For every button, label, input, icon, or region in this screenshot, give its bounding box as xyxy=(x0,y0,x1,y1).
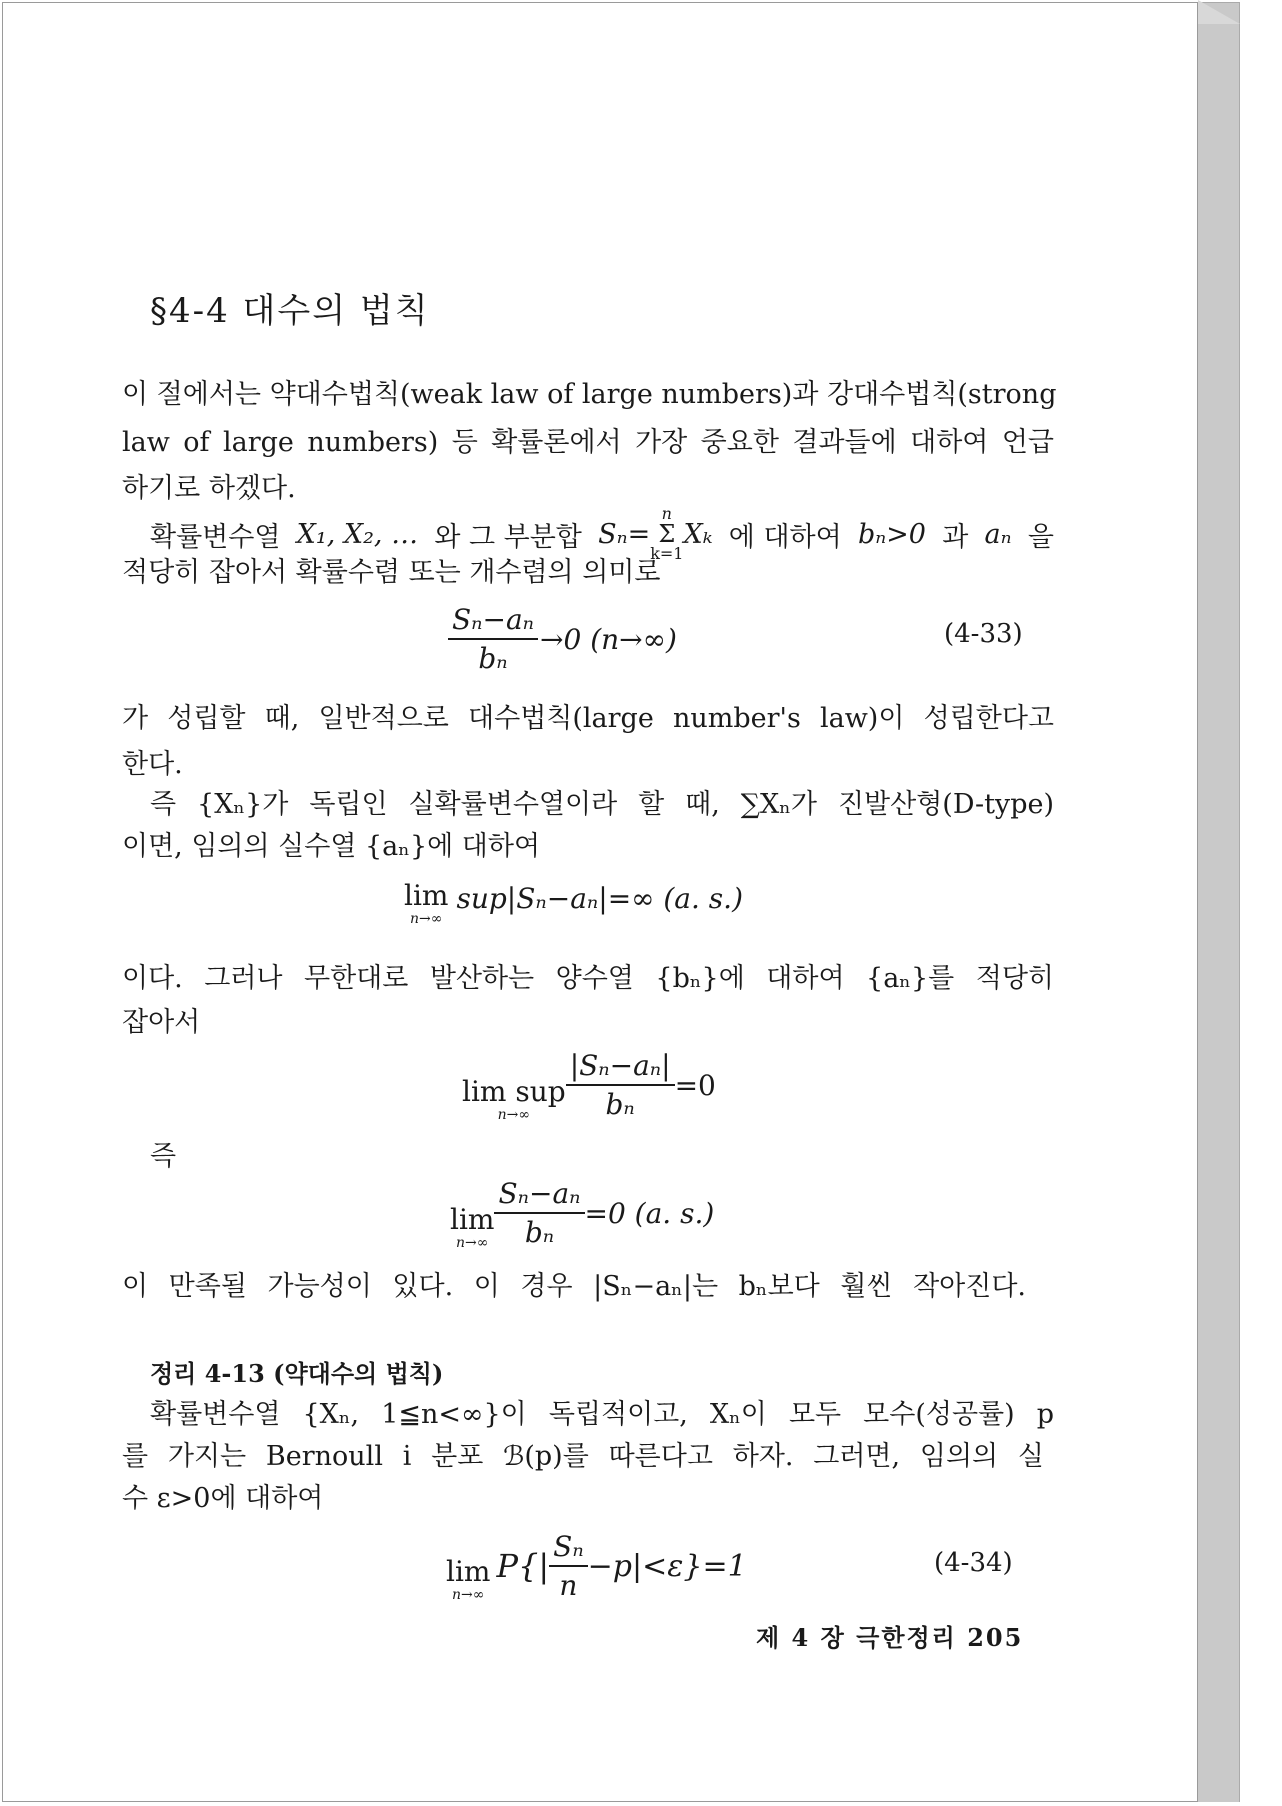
paragraph-3-line-2: 한다. xyxy=(122,749,183,780)
eq434-lim-word: lim xyxy=(446,1555,491,1588)
eq1-lim xyxy=(404,879,449,927)
eq2-lim-word: lim sup xyxy=(462,1075,566,1108)
word-jeuk: 즉 xyxy=(150,1141,177,1172)
paragraph-1-line-3: 하기로 하겠다. xyxy=(122,473,296,504)
equation-limsup-ratio xyxy=(462,1048,716,1122)
paragraph-6: 이 만족될 가능성이 있다. 이 경우 |Sₙ−aₙ|는 bₙ보다 훨씬 작아진다. xyxy=(122,1271,1026,1302)
paragraph-4-line-1: 즉 {Xₙ}가 독립인 실확률변수열이라 할 때, ∑Xₙ가 진발산형(D-type) xyxy=(150,789,1054,820)
p2-sequence: X₁, X₂, … xyxy=(296,518,419,550)
page-edge-shadow xyxy=(1198,2,1240,1802)
paragraph-5-line-1: 이다. 그러나 무한대로 발산하는 양수열 {bₙ}에 대하여 {aₙ}를 적당히 xyxy=(122,963,1054,994)
eq1-body: sup|Sₙ−aₙ|=∞ (a. s.) xyxy=(456,882,743,915)
paragraph-3-line-1: 가 성립할 때, 일반적으로 대수법칙(large number's law)이 성립한다고 xyxy=(122,703,1054,734)
eq434-lim-under: n→∞ xyxy=(452,1587,485,1603)
p2-sum-sigma: Σ xyxy=(658,520,676,548)
eq3-fraction xyxy=(494,1177,584,1249)
eq1-lim-word: lim xyxy=(404,879,449,912)
p2-sum-top: n xyxy=(661,504,672,523)
paragraph-1-line-2: law of large numbers) 등 확률론에서 가장 중요한 결과들에 대하여 언급 xyxy=(122,427,1054,458)
equation-4-34 xyxy=(446,1530,747,1602)
paragraph-5-line-2: 잡아서 xyxy=(122,1007,201,1038)
theorem-title: 정리 4-13 (약대수의 법칙) xyxy=(150,1359,444,1388)
equation-label-4-33: (4-33) xyxy=(944,619,1023,649)
equation-label-4-34: (4-34) xyxy=(934,1548,1013,1578)
eq434-lim xyxy=(446,1555,491,1603)
equation-4-33 xyxy=(448,603,677,675)
eq434-numerator: Sₙ xyxy=(549,1530,588,1567)
theorem-line-3: 수 ε>0에 대하여 xyxy=(122,1483,324,1514)
eq434-after: −p|<ε}=1 xyxy=(587,1548,747,1584)
theorem-line-1: 확률변수열 {Xₙ, 1≦n<∞}이 독립적이고, Xₙ이 모두 모수(성공률) p xyxy=(150,1399,1054,1430)
p2-an: aₙ xyxy=(984,518,1012,550)
p2-sum-lhs: Sₙ= xyxy=(598,518,651,550)
paragraph-1-line-1: 이 절에서는 약대수법칙(weak law of large numbers)과 강대수법칙(strong xyxy=(122,379,1057,410)
eq3-lim-under: n→∞ xyxy=(456,1235,489,1251)
eq433-denominator: bₙ xyxy=(478,642,508,675)
eq433-numerator: Sₙ−aₙ xyxy=(448,603,538,640)
page-footer: 제 4 장 극한정리 205 xyxy=(756,1623,1024,1652)
p2-text-a: 확률변수열 xyxy=(150,521,281,553)
paragraph-4-line-2: 이면, 임의의 실수열 {aₙ}에 대하여 xyxy=(122,831,541,862)
p2-sum-bottom: k=1 xyxy=(650,544,684,563)
paragraph-2-line-2: 적당히 잡아서 확률수렴 또는 개수렴의 의미로 xyxy=(122,557,661,588)
eq3-numerator: Sₙ−aₙ xyxy=(494,1177,584,1214)
eq434-denominator: n xyxy=(559,1569,578,1602)
section-heading: §4-4 대수의 법칙 xyxy=(150,291,430,331)
eq1-lim-under: n→∞ xyxy=(410,911,443,927)
eq433-rest: →0 (n→∞) xyxy=(540,622,677,656)
eq2-lim-under: n→∞ xyxy=(497,1107,531,1123)
p2-text-b: 와 그 부분합 xyxy=(434,521,582,553)
eq3-denominator: bₙ xyxy=(524,1216,555,1249)
eq3-rest: =0 (a. s.) xyxy=(584,1196,715,1230)
page-edge-corner xyxy=(1198,0,1240,24)
equation-limsup-divergence xyxy=(404,879,743,927)
p2-text-c: 에 대하여 xyxy=(728,521,842,553)
p2-sum-term: Xₖ xyxy=(683,518,713,550)
eq434-before: P{| xyxy=(496,1547,550,1585)
eq434-fraction xyxy=(549,1530,588,1602)
eq2-denominator: bₙ xyxy=(605,1088,635,1121)
p2-bn: bₙ>0 xyxy=(857,518,926,550)
eq433-fraction xyxy=(448,603,538,675)
eq2-lim xyxy=(462,1075,566,1123)
equation-lim-ratio-as xyxy=(450,1176,714,1250)
eq3-lim xyxy=(450,1203,495,1251)
p2-text-d: 과 xyxy=(942,521,969,553)
eq2-fraction xyxy=(566,1049,675,1121)
p2-text-e: 을 xyxy=(1027,521,1054,553)
eq3-lim-word: lim xyxy=(450,1203,495,1236)
eq2-numerator: |Sₙ−aₙ| xyxy=(566,1049,675,1086)
theorem-line-2: 를 가지는 Bernoull i 분포 ℬ(p)를 따른다고 하자. 그러면, 임의의 실 xyxy=(122,1441,1044,1472)
eq2-rest: =0 xyxy=(674,1068,716,1102)
